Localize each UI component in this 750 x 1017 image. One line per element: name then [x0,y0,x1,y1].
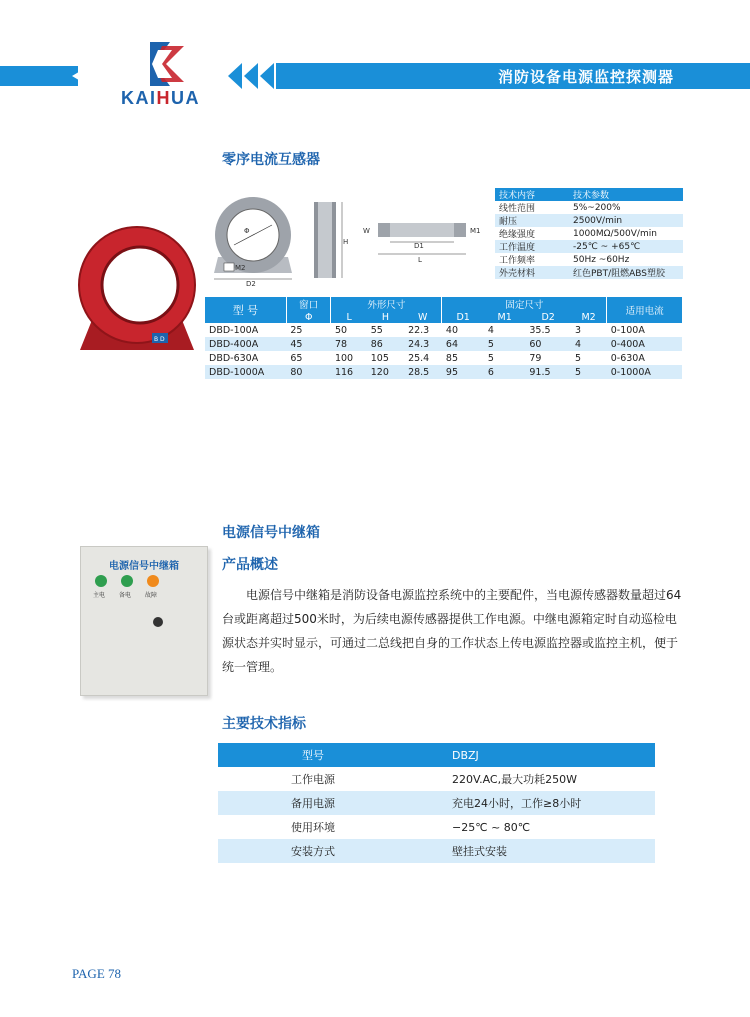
lamp-label: 备电 [119,592,132,599]
table-cell: 工作电源 [291,773,335,786]
relay-spec-table [218,743,655,863]
table-cell: 5 [574,352,582,364]
table-row [495,240,683,253]
lamp-label: 故障 [145,592,158,599]
table-cell: 4 [487,324,494,336]
table-header-cell: M2 [571,311,607,323]
table-cell: 使用环境 [291,821,335,834]
table-cell: 0-1000A [607,365,682,379]
overview-text: 电源信号中继箱是消防设备电源监控系统中的主要配件，当电源传感器数量超过64台或距离超过500米时，为后续电源传感器提供工作电源。中继电源箱定时自动巡检电源状态并实时显示，可通过二总线把自身的工作状态上传电源监控器或监控主机，便于统一管理。 [222,588,682,674]
lamp-icon [121,575,133,587]
table-row [205,365,682,379]
relay-box-image [80,546,208,696]
table-cell: 45 [286,337,331,351]
table-header-cell: 窗口 [286,297,331,311]
lamp-icon [147,575,159,587]
ct-badge: B D [154,336,165,343]
table-cell: 外壳材料 [495,266,569,279]
table-cell: 0-630A [610,352,645,364]
table-header-cell: DBZJ [408,743,655,767]
ct-model-table [205,297,682,379]
ct-side-drawing [310,200,352,282]
table-cell: 91.5 [525,365,571,379]
table-header-row [218,743,655,767]
table-header-cell: 技术参数 [569,188,683,201]
table-cell: 0-400A [607,337,682,351]
section-title-overview: 产品概述 [222,557,278,573]
table-row [205,351,682,365]
table-header-cell: D2 [525,311,571,323]
table-cell: 35.5 [529,324,551,336]
table-cell: 3 [574,324,582,336]
table-header-cell: 外形尺寸 [331,297,442,311]
table-cell: 安装方式 [218,839,408,863]
drawing-label-w: W [363,227,370,235]
table-cell: DBD-400A [205,337,286,351]
ct-top-drawing [362,215,487,265]
lock-icon [153,617,163,627]
table-row [218,839,655,863]
table-header-cell: 型 号 [205,297,286,323]
table-row [495,266,683,279]
table-cell: 红色PBT/阻燃ABS塑胶 [569,266,683,279]
table-cell: 86 [367,337,404,351]
table-cell: DBD-630A [209,352,259,364]
page-number: PAGE 78 [72,966,122,981]
table-header-cell: W [404,311,442,323]
table-cell: 100 [334,352,354,364]
brand-name: KAIHUA [121,88,200,108]
table-cell: 78 [331,337,367,351]
table-header-cell: Φ [286,311,331,323]
table-cell: 220V.AC,最大功耗250W [452,773,577,786]
header-chevron [228,63,242,89]
table-row [205,337,682,351]
table-row [218,791,655,815]
table-row [495,253,683,266]
table-row [218,767,655,791]
table-cell: 64 [442,337,484,351]
table-cell: 25 [290,324,303,336]
drawing-label-d1: D1 [414,242,424,250]
header-chevron [72,63,94,89]
table-cell: 工作频率 [499,256,536,266]
table-row [495,201,683,214]
drawing-label-phi: Φ [244,227,250,235]
table-cell: 79 [529,352,542,364]
table-cell: 65 [290,352,303,364]
table-cell: −25℃ ~ 80℃ [452,820,531,834]
table-row [205,323,682,337]
drawing-label-d2: D2 [246,280,256,287]
section-title-ct: 零序电流互感器 [222,152,320,168]
table-cell: 120 [367,365,404,379]
section-title-spec: 主要技术指标 [222,716,306,732]
table-row [495,214,683,227]
table-cell: 50Hz ~60Hz [573,254,630,265]
table-cell: 2500V/min [569,214,683,227]
table-cell: 5 [484,337,525,351]
table-cell: 充电24小时，工作≥8小时 [408,791,655,815]
table-header-cell: L [331,311,367,323]
table-cell: 耐压 [495,214,569,227]
drawing-label-m2: M2 [235,264,246,272]
table-cell: 工作温度 [495,240,569,253]
table-cell: DBD-1000A [205,365,286,379]
table-cell: 116 [331,365,367,379]
header-band-left [0,66,78,86]
table-cell: -25℃ ~ +65℃ [569,240,683,253]
table-cell: 4 [571,337,607,351]
table-cell: DBD-100A [209,324,259,336]
table-cell: 24.3 [404,337,442,351]
header-title: 消防设备电源监控探测器 [497,68,674,86]
table-header-cell: M1 [484,311,525,323]
table-cell: 105 [370,352,389,364]
table-cell: 40 [445,324,458,336]
table-header-cell: D1 [442,311,484,323]
table-cell: 22.3 [408,324,430,336]
table-cell: 80 [286,365,331,379]
ct-front-drawing [210,195,296,287]
table-cell: 壁挂式安装 [408,839,655,863]
table-cell: 60 [525,337,571,351]
table-cell: 5 [487,352,494,364]
table-cell: 25.4 [408,352,430,364]
table-cell: 28.5 [404,365,442,379]
table-header-cell: H [367,311,404,323]
drawing-label-m1: M1 [470,227,481,235]
relay-box-label: 电源信号中继箱 [109,561,179,572]
brand-logo-icon [132,40,188,88]
table-cell: 绝缘强度 [499,230,536,240]
table-row [495,227,683,240]
table-header-cell: 技术内容 [495,188,569,201]
header-chevron [244,63,258,89]
table-cell: 6 [484,365,525,379]
drawing-label-h: H [343,238,349,246]
table-header-cell: 适用电流 [607,297,682,323]
header-chevron [260,63,274,89]
table-cell: 85 [445,352,458,364]
table-cell: 备用电源 [218,791,408,815]
ct-product-image [72,225,202,355]
table-header-row [205,297,682,311]
table-cell: 95 [442,365,484,379]
lamp-icon [95,575,107,587]
table-cell: 5 [571,365,607,379]
drawing-label-l: L [418,256,422,264]
table-header-cell: 型号 [218,743,408,767]
section-title-relay: 电源信号中继箱 [222,525,320,541]
table-cell: 线性范围 [499,204,536,214]
ct-spec-table [495,188,683,279]
table-cell: 0-100A [610,324,645,336]
table-cell: 55 [370,324,383,336]
table-cell: 1000MΩ/500V/min [573,228,657,239]
table-row [218,815,655,839]
table-header-row [495,188,683,201]
table-header-cell: 固定尺寸 [442,297,607,311]
lamp-label: 主电 [93,592,106,599]
overview-paragraph [222,583,688,679]
table-cell: 50 [334,324,348,336]
table-cell: 5%~200% [573,202,621,213]
